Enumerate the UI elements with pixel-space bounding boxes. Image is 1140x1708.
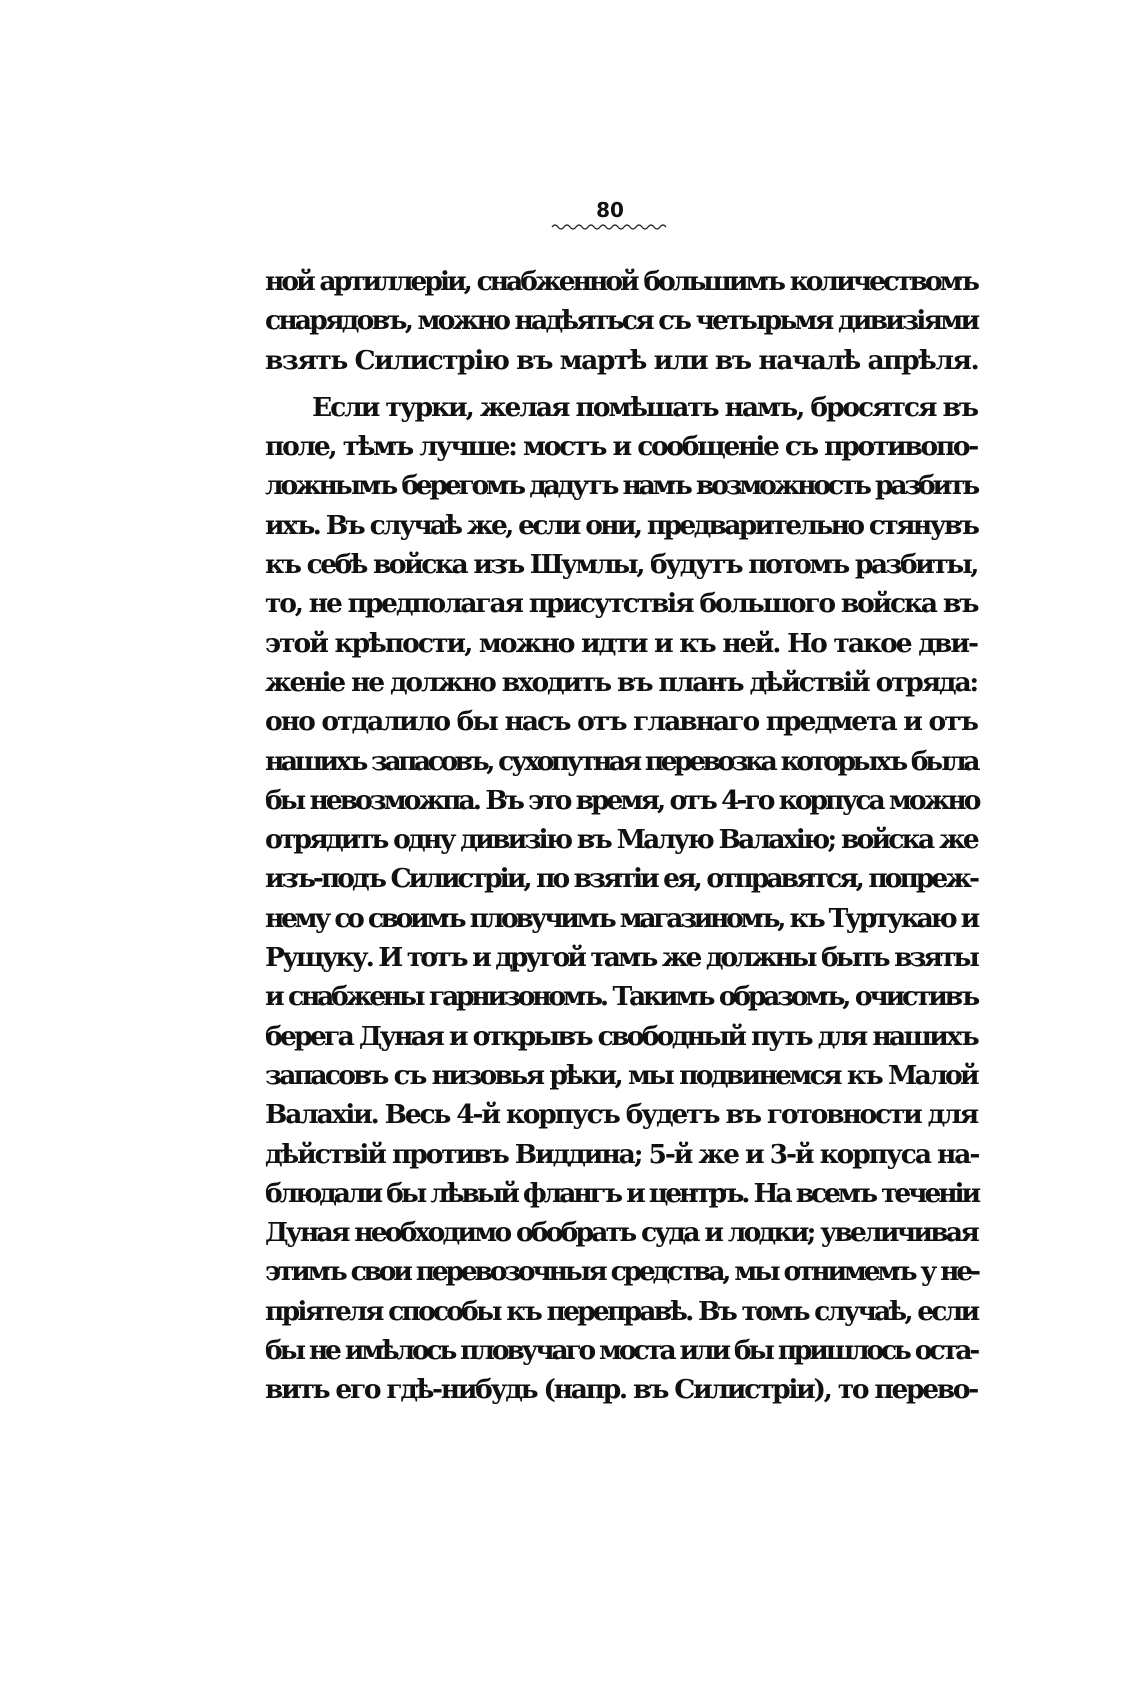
text-line: ихъ. Въ случаѣ же, если они, предварительно стянувъ: [265, 509, 978, 541]
text-line: пріятеля способы къ переправѣ. Въ томъ случаѣ, если: [265, 1295, 978, 1327]
text-line: Валахіи. Весь 4-й корпусъ будетъ въ готовности для: [265, 1099, 977, 1131]
text-line: то, не предполагая присутствія большого войска въ: [265, 588, 978, 620]
text-line: нашихъ запасовъ, сухопутная перевозка которыхъ была: [265, 745, 977, 777]
text-line: вить его гдѣ-нибудь (напр. въ Силистріи), то перево-: [265, 1374, 977, 1406]
text-line: женіе не должно входить въ планъ дѣйствій отряда:: [265, 666, 977, 698]
text-line: отрядить одну дивизію въ Малую Валахію; войска же: [265, 824, 977, 856]
text-line: берега Дуная и открывъ свободный путь для нашихъ: [265, 1020, 977, 1052]
paragraph-1: [265, 262, 977, 380]
text-line: Рущуку. И тотъ и другой тамъ же должны быть взяты: [265, 942, 977, 974]
page-number: 80: [596, 198, 624, 222]
text-line: этой крѣпости, можно идти и къ ней. Но такое дви-: [265, 627, 977, 659]
text-line: къ себѣ войска изъ Шумлы, будутъ потомъ разбиты,: [265, 549, 977, 581]
text-line: изъ-подъ Силистріи, по взятіи ея, отправятся, попреж-: [265, 863, 977, 895]
text-line: взять Силистрію въ мартѣ или въ началѣ апрѣля.: [265, 344, 979, 376]
text-line: нему со своимъ пловучимъ магазиномъ, къ Туртукаю и: [265, 902, 977, 934]
text-line: ной артиллеріи, снабженной большимъ количествомъ: [265, 266, 977, 297]
text-line: Дуная необходимо обобрать суда и лодки; увеличивая: [265, 1217, 977, 1249]
text-line: ложнымъ берегомъ дадутъ намъ возможность разбить: [265, 470, 977, 502]
text-line: бы невозможпа. Въ это время, отъ 4-го корпуса можно: [265, 784, 979, 816]
text-line: снарядовъ, можно надѣяться съ четырьмя дивизіями: [265, 305, 978, 337]
body-text: [265, 262, 977, 1410]
text-line: бы не имѣлось пловучаго моста или бы пришлось оста-: [265, 1335, 978, 1367]
paragraph-2: [265, 388, 977, 1410]
text-line: дѣйствій противъ Виддина; 5-й же и 3-й корпуса на-: [265, 1138, 979, 1170]
text-line: блюдали бы лѣвый флангъ и центръ. На всемъ теченіи: [265, 1177, 979, 1209]
text-line: и снабжены гарнизономъ. Такимъ образомъ, очистивъ: [265, 981, 977, 1013]
text-line: запасовъ съ низовья рѣки, мы подвинемся къ Малой: [265, 1059, 977, 1091]
text-line: поле, тѣмъ лучше: мостъ и сообщеніе съ противопо-: [265, 431, 977, 463]
paragraph-gap: [265, 380, 977, 388]
wavy-rule-icon: [550, 222, 670, 232]
text-line: оно отдалило бы насъ отъ главнаго предмета и отъ: [265, 706, 977, 738]
text-line: Если турки, желая помѣшать намъ, бросятся въ: [312, 391, 977, 423]
page-header: [540, 198, 680, 232]
text-line: этимъ свои перевозочныя средства, мы отнимемъ у не-: [265, 1256, 978, 1288]
